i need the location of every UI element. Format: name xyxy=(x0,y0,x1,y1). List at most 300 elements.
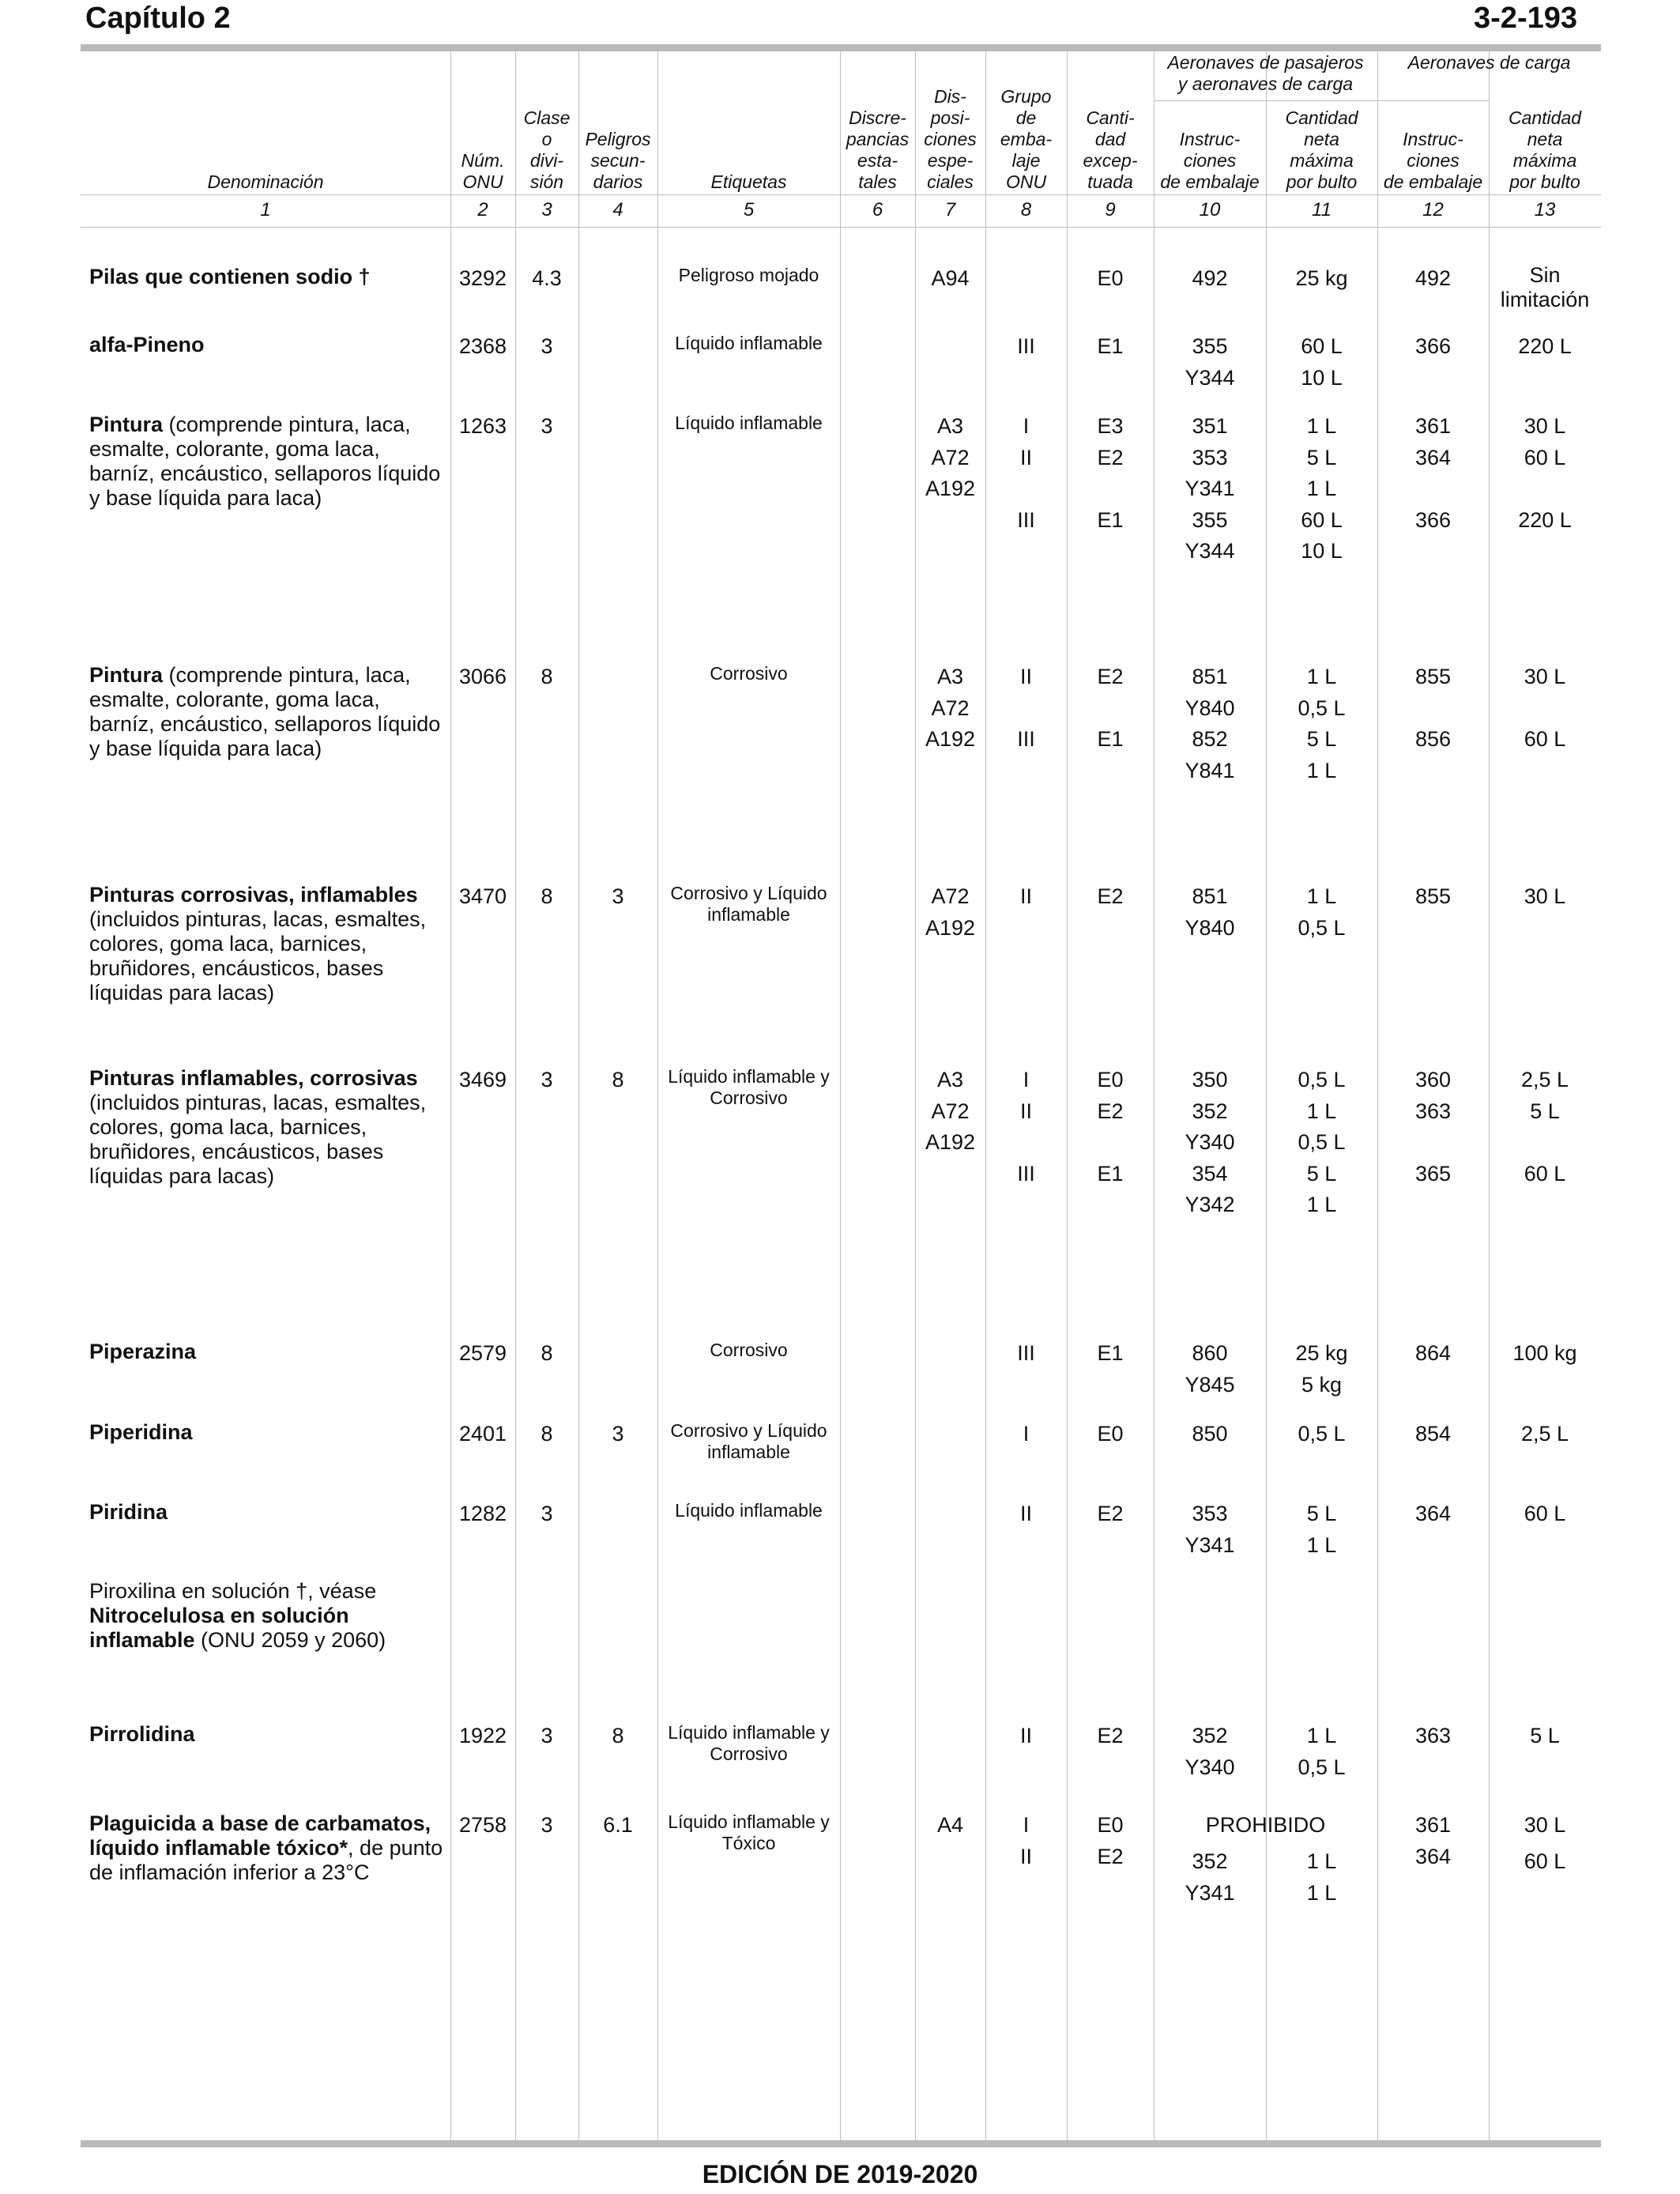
passenger-packing-instruction xyxy=(1154,1065,1266,1221)
substance-name-text: (comprende pintura, laca, esmalte, colorante, goma laca, barníz, encáustico, sellaporos líquido y base líquida para laca) xyxy=(89,663,441,760)
column-header-line: de embalaje xyxy=(1160,172,1260,192)
packing-group-value: I xyxy=(1023,1813,1030,1837)
column-header-line: esta- xyxy=(857,150,898,171)
packing-group-value: II xyxy=(1019,665,1032,688)
passenger-packing-instruction xyxy=(1154,411,1266,567)
cargo-max-quantity-value: 100 kg xyxy=(1512,1341,1577,1365)
passenger-packing-instruction-value: Y341 xyxy=(1185,477,1235,500)
column-header-line: Dis- xyxy=(934,86,966,107)
cargo-max-quantity xyxy=(1489,1338,1601,1370)
cargo-packing-instruction-value: 864 xyxy=(1414,1341,1452,1365)
top-rule xyxy=(81,44,1601,51)
un-number-value: 1263 xyxy=(458,414,507,438)
cargo-packing-instruction-value: 365 xyxy=(1414,1161,1452,1186)
excepted-quantity-value: E2 xyxy=(1097,665,1124,688)
excepted-quantity-value: E0 xyxy=(1097,1422,1124,1446)
passenger-packing-instruction xyxy=(1154,331,1266,394)
subsidiary-hazard xyxy=(578,1065,657,1096)
special-provisions-value: A72 xyxy=(931,696,970,720)
passenger-packing-instruction-value: 850 xyxy=(1192,1422,1228,1446)
column-header-line: Denominación xyxy=(207,172,324,192)
hazard-class xyxy=(515,1419,578,1450)
column-header-line: Clase xyxy=(523,107,571,128)
passenger-max-quantity-value: 1 L xyxy=(1306,1724,1337,1747)
excepted-quantity-value xyxy=(1067,1127,1154,1159)
passenger-packing-instruction-value: 355 xyxy=(1192,334,1228,358)
passenger-max-quantity-value: 1 L xyxy=(1306,414,1337,438)
cargo-max-quantity-value xyxy=(1489,756,1601,787)
excepted-quantity-value xyxy=(1067,693,1154,725)
passenger-packing-instruction-value: 352 xyxy=(1192,1099,1228,1123)
passenger-packing-instruction-value: Y845 xyxy=(1185,1372,1235,1397)
cargo-packing-instruction-value xyxy=(1377,1127,1489,1159)
subsidiary-hazard-value: 6.1 xyxy=(603,1813,633,1837)
substance-name-bold: Pirrolidina xyxy=(89,1722,195,1746)
passenger-packing-instruction-value: 354 xyxy=(1192,1161,1228,1186)
substance-name-bold: alfa-Pineno xyxy=(89,333,205,356)
cargo-packing-instruction-value: 363 xyxy=(1414,1099,1452,1123)
subsidiary-hazard xyxy=(578,1419,657,1450)
hazard-class-value: 8 xyxy=(541,1422,553,1446)
cargo-packing-instruction-value xyxy=(1377,756,1489,787)
substance-name-bold: Piridina xyxy=(89,1500,168,1524)
un-number xyxy=(450,881,515,913)
column-number: 10 xyxy=(1199,199,1221,221)
packing-group xyxy=(985,1419,1067,1450)
excepted-quantity-value: E3 xyxy=(1097,414,1124,438)
passenger-max-quantity-value: 1 L xyxy=(1306,477,1337,500)
excepted-quantity xyxy=(1067,1721,1154,1752)
substance-name xyxy=(89,883,445,1005)
column-header-line: sión xyxy=(529,172,564,192)
packing-group xyxy=(985,881,1067,913)
passenger-packing-instruction xyxy=(1154,1419,1266,1450)
column-divider xyxy=(657,51,658,2140)
column-header-3 xyxy=(515,107,578,193)
passenger-max-quantity-value: 5 L xyxy=(1306,1161,1337,1186)
excepted-quantity-value xyxy=(1067,536,1154,567)
passenger-max-quantity-value: 1 L xyxy=(1306,665,1337,688)
passenger-packing-instruction-value: Y840 xyxy=(1185,696,1235,720)
passenger-packing-instruction-value: 852 xyxy=(1192,727,1228,751)
hazard-class xyxy=(515,1721,578,1752)
excepted-quantity-value: E0 xyxy=(1097,266,1124,290)
un-number-value: 3292 xyxy=(458,266,507,290)
excepted-quantity-value: E2 xyxy=(1097,1844,1124,1868)
column-header-11 xyxy=(1266,107,1377,193)
cargo-max-quantity xyxy=(1489,1721,1601,1752)
cargo-packing-instruction xyxy=(1377,331,1489,363)
packing-group-value: I xyxy=(1023,414,1030,438)
column-header-1 xyxy=(81,172,450,193)
substance-name-text: (incluidos pinturas, lacas, esmaltes, colores, goma laca, barnices, bruñidores, encáusticos, bases líquidas para lacas) xyxy=(89,1091,427,1188)
hazard-class xyxy=(515,1338,578,1370)
subsidiary-hazard xyxy=(578,1810,657,1842)
cargo-packing-instruction-value xyxy=(1377,1189,1489,1221)
column-header-line: Cantidad xyxy=(1508,107,1582,128)
column-header-line: por bulto xyxy=(1286,172,1358,192)
substance-name xyxy=(89,1811,445,1885)
substance-name xyxy=(89,1500,445,1525)
substance-name-bold: Pintura xyxy=(89,663,164,687)
passenger-max-quantity-value: 0,5 L xyxy=(1298,696,1346,720)
subsidiary-hazard-value: 3 xyxy=(612,1422,624,1446)
substance-name xyxy=(89,1066,445,1189)
excepted-quantity xyxy=(1067,1419,1154,1450)
column-number: 1 xyxy=(260,199,271,221)
passenger-max-quantity-value: 0,5 L xyxy=(1298,1422,1346,1446)
column-header-line: máxima xyxy=(1512,150,1577,171)
cargo-max-quantity xyxy=(1489,331,1601,363)
excepted-quantity-value: E1 xyxy=(1097,727,1124,751)
column-header-8 xyxy=(985,86,1067,193)
hazard-class xyxy=(515,662,578,693)
packing-group-value: II xyxy=(1019,1502,1032,1525)
passenger-packing-instruction xyxy=(1154,1338,1266,1400)
special-provisions-value: A192 xyxy=(925,1130,976,1154)
passenger-packing-instruction-value: 352 xyxy=(1192,1849,1228,1873)
hazard-label: Líquido inflamable y Tóxico xyxy=(668,1811,830,1853)
cargo-packing-instruction-value: 364 xyxy=(1414,1502,1452,1525)
packing-group-value xyxy=(985,263,1067,295)
passenger-max-quantity-value: 1 L xyxy=(1306,1880,1337,1905)
passenger-packing-instruction-value: Y841 xyxy=(1185,758,1235,782)
passenger-max-quantity-value: 1 L xyxy=(1306,758,1337,782)
passenger-max-quantity xyxy=(1266,263,1377,295)
substance-name xyxy=(89,1420,445,1445)
hazard-class-value: 3 xyxy=(541,1813,553,1837)
packing-group xyxy=(985,662,1067,786)
column-header-line: Canti- xyxy=(1086,107,1135,128)
column-header-5 xyxy=(657,172,840,193)
column-header-10 xyxy=(1154,129,1266,193)
un-number xyxy=(450,263,515,295)
un-number-value: 2579 xyxy=(458,1341,507,1365)
passenger-packing-instruction xyxy=(1154,1846,1266,1909)
special-provisions xyxy=(915,263,985,295)
un-number xyxy=(450,1338,515,1370)
column-header-line: neta xyxy=(1304,129,1339,149)
cargo-packing-instruction-value: 364 xyxy=(1414,445,1452,469)
passenger-packing-instruction-value: 355 xyxy=(1192,507,1228,532)
column-header-line: pancias xyxy=(846,129,910,149)
excepted-quantity xyxy=(1067,662,1154,786)
packing-group-value: I xyxy=(1023,1068,1030,1091)
cargo-packing-instruction-value: 492 xyxy=(1414,266,1452,290)
special-provisions-value: A94 xyxy=(931,266,970,290)
substance-name xyxy=(89,663,445,761)
column-number: 6 xyxy=(872,199,883,221)
special-provisions xyxy=(915,881,985,944)
column-header-line: neta xyxy=(1527,129,1563,149)
cargo-max-quantity-value xyxy=(1489,1127,1601,1159)
excepted-quantity-value: E2 xyxy=(1097,445,1124,469)
hazard-label: Peligroso mojado xyxy=(678,265,819,285)
hazard-class xyxy=(515,263,578,295)
group-header-cargo-line: Aeronaves de carga xyxy=(1407,52,1571,73)
column-header-line: o xyxy=(541,129,552,149)
substance-name-text: (incluidos pinturas, lacas, esmaltes, colores, goma laca, barnices, bruñidores, encáusticos, bases líquidas para lacas) xyxy=(89,907,427,1005)
cargo-max-quantity-value: Sin xyxy=(1529,263,1561,287)
column-header-line: tuada xyxy=(1087,172,1133,192)
excepted-quantity xyxy=(1067,1338,1154,1370)
passenger-max-quantity-value: 60 L xyxy=(1301,507,1343,532)
column-header-line: Grupo xyxy=(1000,86,1052,107)
packing-group-value: II xyxy=(1019,445,1032,469)
chapter-title: Capítulo 2 xyxy=(85,2,231,35)
packing-group-value: I xyxy=(1023,1422,1030,1446)
un-number-value: 1922 xyxy=(458,1724,507,1747)
substance-name xyxy=(89,413,445,511)
special-provisions-value: A192 xyxy=(925,477,976,500)
cargo-max-quantity-value: 30 L xyxy=(1524,665,1566,688)
passenger-max-quantity-value: 5 L xyxy=(1306,727,1337,751)
column-header-line: dad xyxy=(1094,129,1126,149)
hazard-class xyxy=(515,1498,578,1530)
passenger-packing-instruction-value: 353 xyxy=(1192,1502,1228,1525)
group-header-passenger xyxy=(1154,52,1377,95)
column-header-line: ciones xyxy=(1407,150,1460,171)
column-header-line: divi- xyxy=(529,150,564,171)
packing-group xyxy=(985,1498,1067,1530)
un-number xyxy=(450,1498,515,1530)
packing-group-value: II xyxy=(1019,1724,1032,1747)
column-header-line: Instruc- xyxy=(1403,129,1463,149)
passenger-packing-instruction-value: Y342 xyxy=(1185,1193,1235,1216)
passenger-packing-instruction-value: Y341 xyxy=(1185,1880,1235,1905)
passenger-packing-instruction-value: 350 xyxy=(1192,1068,1228,1091)
un-number-value: 3469 xyxy=(458,1068,507,1091)
special-provisions-value: A72 xyxy=(931,445,970,469)
cargo-max-quantity-value: 30 L xyxy=(1524,884,1566,908)
passenger-max-quantity-value: 5 L xyxy=(1306,1502,1337,1525)
cargo-max-quantity-value: 60 L xyxy=(1524,1502,1566,1525)
passenger-max-quantity-value: 1 L xyxy=(1306,884,1337,908)
substance-name-bold: Plaguicida a base de carbamatos, líquido inflamable tóxico* xyxy=(89,1811,431,1860)
cargo-packing-instruction-value xyxy=(1377,693,1489,725)
hazard-class-value: 3 xyxy=(541,1724,553,1747)
subsidiary-hazard xyxy=(578,1721,657,1752)
hazard-class-value: 3 xyxy=(541,334,553,358)
un-number-value: 2401 xyxy=(458,1422,507,1446)
cargo-packing-instruction-value: 855 xyxy=(1414,665,1452,688)
hazard-class xyxy=(515,331,578,363)
cargo-packing-instruction xyxy=(1377,1721,1489,1752)
un-number xyxy=(450,1810,515,1842)
un-number-value: 1282 xyxy=(458,1502,507,1525)
passenger-packing-instruction-value: 860 xyxy=(1192,1341,1228,1365)
passenger-max-quantity-value: 25 kg xyxy=(1295,1341,1348,1365)
column-header-line: ciales xyxy=(927,172,974,192)
cargo-max-quantity-value: 220 L xyxy=(1518,507,1572,532)
column-header-line: Peligros xyxy=(585,129,651,149)
passenger-max-quantity xyxy=(1266,881,1377,944)
passenger-packing-instruction xyxy=(1154,1721,1266,1783)
hazard-class xyxy=(515,411,578,443)
column-header-line: laje xyxy=(1011,150,1041,171)
bottom-rule xyxy=(81,2140,1601,2147)
cargo-max-quantity-value: 5 L xyxy=(1530,1724,1560,1747)
un-number xyxy=(450,331,515,363)
passenger-max-quantity-value: 60 L xyxy=(1301,334,1343,358)
packing-group-value: III xyxy=(1017,507,1035,532)
hazard-class-value: 3 xyxy=(541,1068,553,1091)
passenger-packing-instruction xyxy=(1154,662,1266,786)
packing-group-value: II xyxy=(1019,884,1032,908)
column-header-line: emba- xyxy=(1000,129,1053,149)
special-provisions xyxy=(915,411,985,505)
column-number: 13 xyxy=(1534,199,1556,221)
hazard-label: Líquido inflamable y Corrosivo xyxy=(668,1066,830,1108)
hazard-label: Corrosivo xyxy=(710,1340,788,1360)
cargo-max-quantity-value xyxy=(1489,1189,1601,1221)
cargo-max-quantity-value xyxy=(1489,473,1601,505)
packing-group-value: III xyxy=(1017,334,1035,358)
cargo-packing-instruction-value: 363 xyxy=(1414,1724,1452,1747)
packing-group xyxy=(985,1810,1067,1872)
un-number xyxy=(450,411,515,443)
special-provisions xyxy=(915,1810,985,1842)
hazard-class-value: 8 xyxy=(541,884,553,908)
passenger-max-quantity-value: 0,5 L xyxy=(1298,1130,1346,1154)
un-number xyxy=(450,1721,515,1752)
passenger-max-quantity-value: 0,5 L xyxy=(1298,915,1346,940)
group-header-passenger-line: y aeronaves de carga xyxy=(1177,74,1354,94)
substance-name-text: , de punto de inflamación inferior a 23°C xyxy=(89,1836,443,1884)
excepted-quantity xyxy=(1067,881,1154,913)
passenger-max-quantity xyxy=(1266,1065,1377,1221)
cargo-packing-instruction xyxy=(1377,1498,1489,1530)
cargo-max-quantity-value: 2,5 L xyxy=(1520,1068,1569,1091)
packing-group-value xyxy=(985,1189,1067,1221)
column-divider xyxy=(840,51,841,2140)
special-provisions-value: A4 xyxy=(936,1813,964,1837)
packing-group-value: III xyxy=(1017,1161,1035,1186)
special-provisions-value: A3 xyxy=(936,414,964,438)
excepted-quantity-value xyxy=(1067,473,1154,505)
excepted-quantity xyxy=(1067,1498,1154,1530)
un-number-value: 3470 xyxy=(458,884,507,908)
special-provisions-value: A192 xyxy=(925,727,976,751)
packing-group xyxy=(985,331,1067,363)
excepted-quantity-value: E1 xyxy=(1097,334,1124,358)
passenger-max-quantity-value: 1 L xyxy=(1306,1193,1337,1216)
un-number-value: 2368 xyxy=(458,334,507,358)
cargo-max-quantity-value: 30 L xyxy=(1524,1813,1566,1837)
cargo-packing-instruction xyxy=(1377,411,1489,567)
packing-group-value: II xyxy=(1019,1844,1032,1868)
cargo-packing-instruction xyxy=(1377,1338,1489,1370)
column-header-2 xyxy=(450,150,515,193)
cargo-max-quantity-value: 60 L xyxy=(1524,727,1566,751)
cargo-max-quantity xyxy=(1489,1419,1601,1450)
cargo-packing-instruction-value: 366 xyxy=(1414,334,1452,358)
cargo-packing-instruction-value: 360 xyxy=(1414,1068,1452,1091)
prohibited-text: PROHIBIDO xyxy=(1205,1813,1326,1837)
column-header-line: Etiquetas xyxy=(710,172,787,192)
cargo-packing-instruction-value: 856 xyxy=(1414,727,1452,751)
hazard-label: Líquido inflamable xyxy=(675,333,823,353)
passenger-max-quantity xyxy=(1266,411,1377,567)
column-header-9 xyxy=(1067,107,1154,193)
cargo-max-quantity-value xyxy=(1489,536,1601,567)
cargo-packing-instruction-value: 855 xyxy=(1414,884,1452,908)
packing-group xyxy=(985,1065,1067,1221)
substance-name-text: Piroxilina en solución †, véase xyxy=(89,1579,377,1603)
header-divider xyxy=(1154,100,1489,101)
packing-group xyxy=(985,263,1067,295)
passenger-packing-instruction xyxy=(1154,263,1266,295)
hazard-label: Corrosivo xyxy=(710,663,788,684)
passenger-max-quantity-value: 5 L xyxy=(1306,445,1337,469)
column-header-12 xyxy=(1377,129,1489,193)
column-header-line: excep- xyxy=(1083,150,1138,171)
un-number xyxy=(450,1419,515,1450)
column-header-line: posi- xyxy=(930,107,970,128)
passenger-max-quantity-value: 5 kg xyxy=(1301,1372,1343,1397)
column-number: 5 xyxy=(743,199,755,221)
packing-group-value: III xyxy=(1017,727,1035,751)
column-number: 9 xyxy=(1105,199,1116,221)
special-provisions-value: A72 xyxy=(931,1099,970,1123)
page-number: 3-2-193 xyxy=(1474,2,1577,35)
substance-name xyxy=(89,1340,445,1364)
cargo-max-quantity-value: 60 L xyxy=(1524,1161,1566,1186)
passenger-max-quantity xyxy=(1266,1846,1377,1909)
passenger-packing-instruction-value: Y340 xyxy=(1185,1755,1235,1779)
cargo-max-quantity xyxy=(1489,263,1601,312)
cargo-max-quantity xyxy=(1489,1810,1601,1877)
cargo-max-quantity-value xyxy=(1489,693,1601,725)
passenger-packing-instruction-value: 351 xyxy=(1192,414,1228,438)
passenger-packing-instruction xyxy=(1154,881,1266,944)
column-header-line: secun- xyxy=(590,150,646,171)
cargo-max-quantity-value: limitación xyxy=(1500,288,1590,311)
passenger-max-quantity-value: 1 L xyxy=(1306,1099,1337,1123)
passenger-packing-instruction-value: 851 xyxy=(1192,665,1228,688)
cargo-packing-instruction-value: 364 xyxy=(1414,1844,1452,1868)
cargo-max-quantity xyxy=(1489,662,1601,786)
cargo-max-quantity-value: 60 L xyxy=(1524,445,1566,469)
hazard-class-value: 8 xyxy=(541,1341,553,1365)
excepted-quantity-value: E0 xyxy=(1097,1813,1124,1837)
cargo-max-quantity-value: 220 L xyxy=(1518,334,1572,358)
passenger-max-quantity-value: 0,5 L xyxy=(1298,1068,1346,1091)
substance-name-bold: Nitrocelulosa en solución inflamable xyxy=(89,1604,349,1652)
cargo-max-quantity xyxy=(1489,1065,1601,1221)
cargo-max-quantity-value: 60 L xyxy=(1524,1849,1566,1873)
packing-group xyxy=(985,1338,1067,1370)
hazard-label: Corrosivo y Líquido inflamable xyxy=(670,883,827,925)
cargo-max-quantity xyxy=(1489,1498,1601,1530)
substance-name xyxy=(89,333,445,357)
column-header-line: ciones xyxy=(1183,150,1237,171)
packing-group xyxy=(985,411,1067,567)
header-divider xyxy=(81,227,1601,228)
hazard-class xyxy=(515,881,578,913)
cargo-max-quantity-value: 2,5 L xyxy=(1520,1422,1569,1446)
column-number: 7 xyxy=(944,199,956,221)
subsidiary-hazard-value: 8 xyxy=(612,1068,624,1091)
column-number: 11 xyxy=(1312,199,1332,221)
column-header-line: tales xyxy=(858,172,897,192)
group-header-passenger-line: Aeronaves de pasajeros xyxy=(1167,52,1364,73)
cargo-packing-instruction-value xyxy=(1377,536,1489,567)
substance-name-bold: Pintura xyxy=(89,413,164,436)
hazard-label: Líquido inflamable y Corrosivo xyxy=(668,1722,830,1764)
excepted-quantity-value: E1 xyxy=(1097,1341,1124,1365)
hazard-label: Líquido inflamable xyxy=(675,413,823,433)
